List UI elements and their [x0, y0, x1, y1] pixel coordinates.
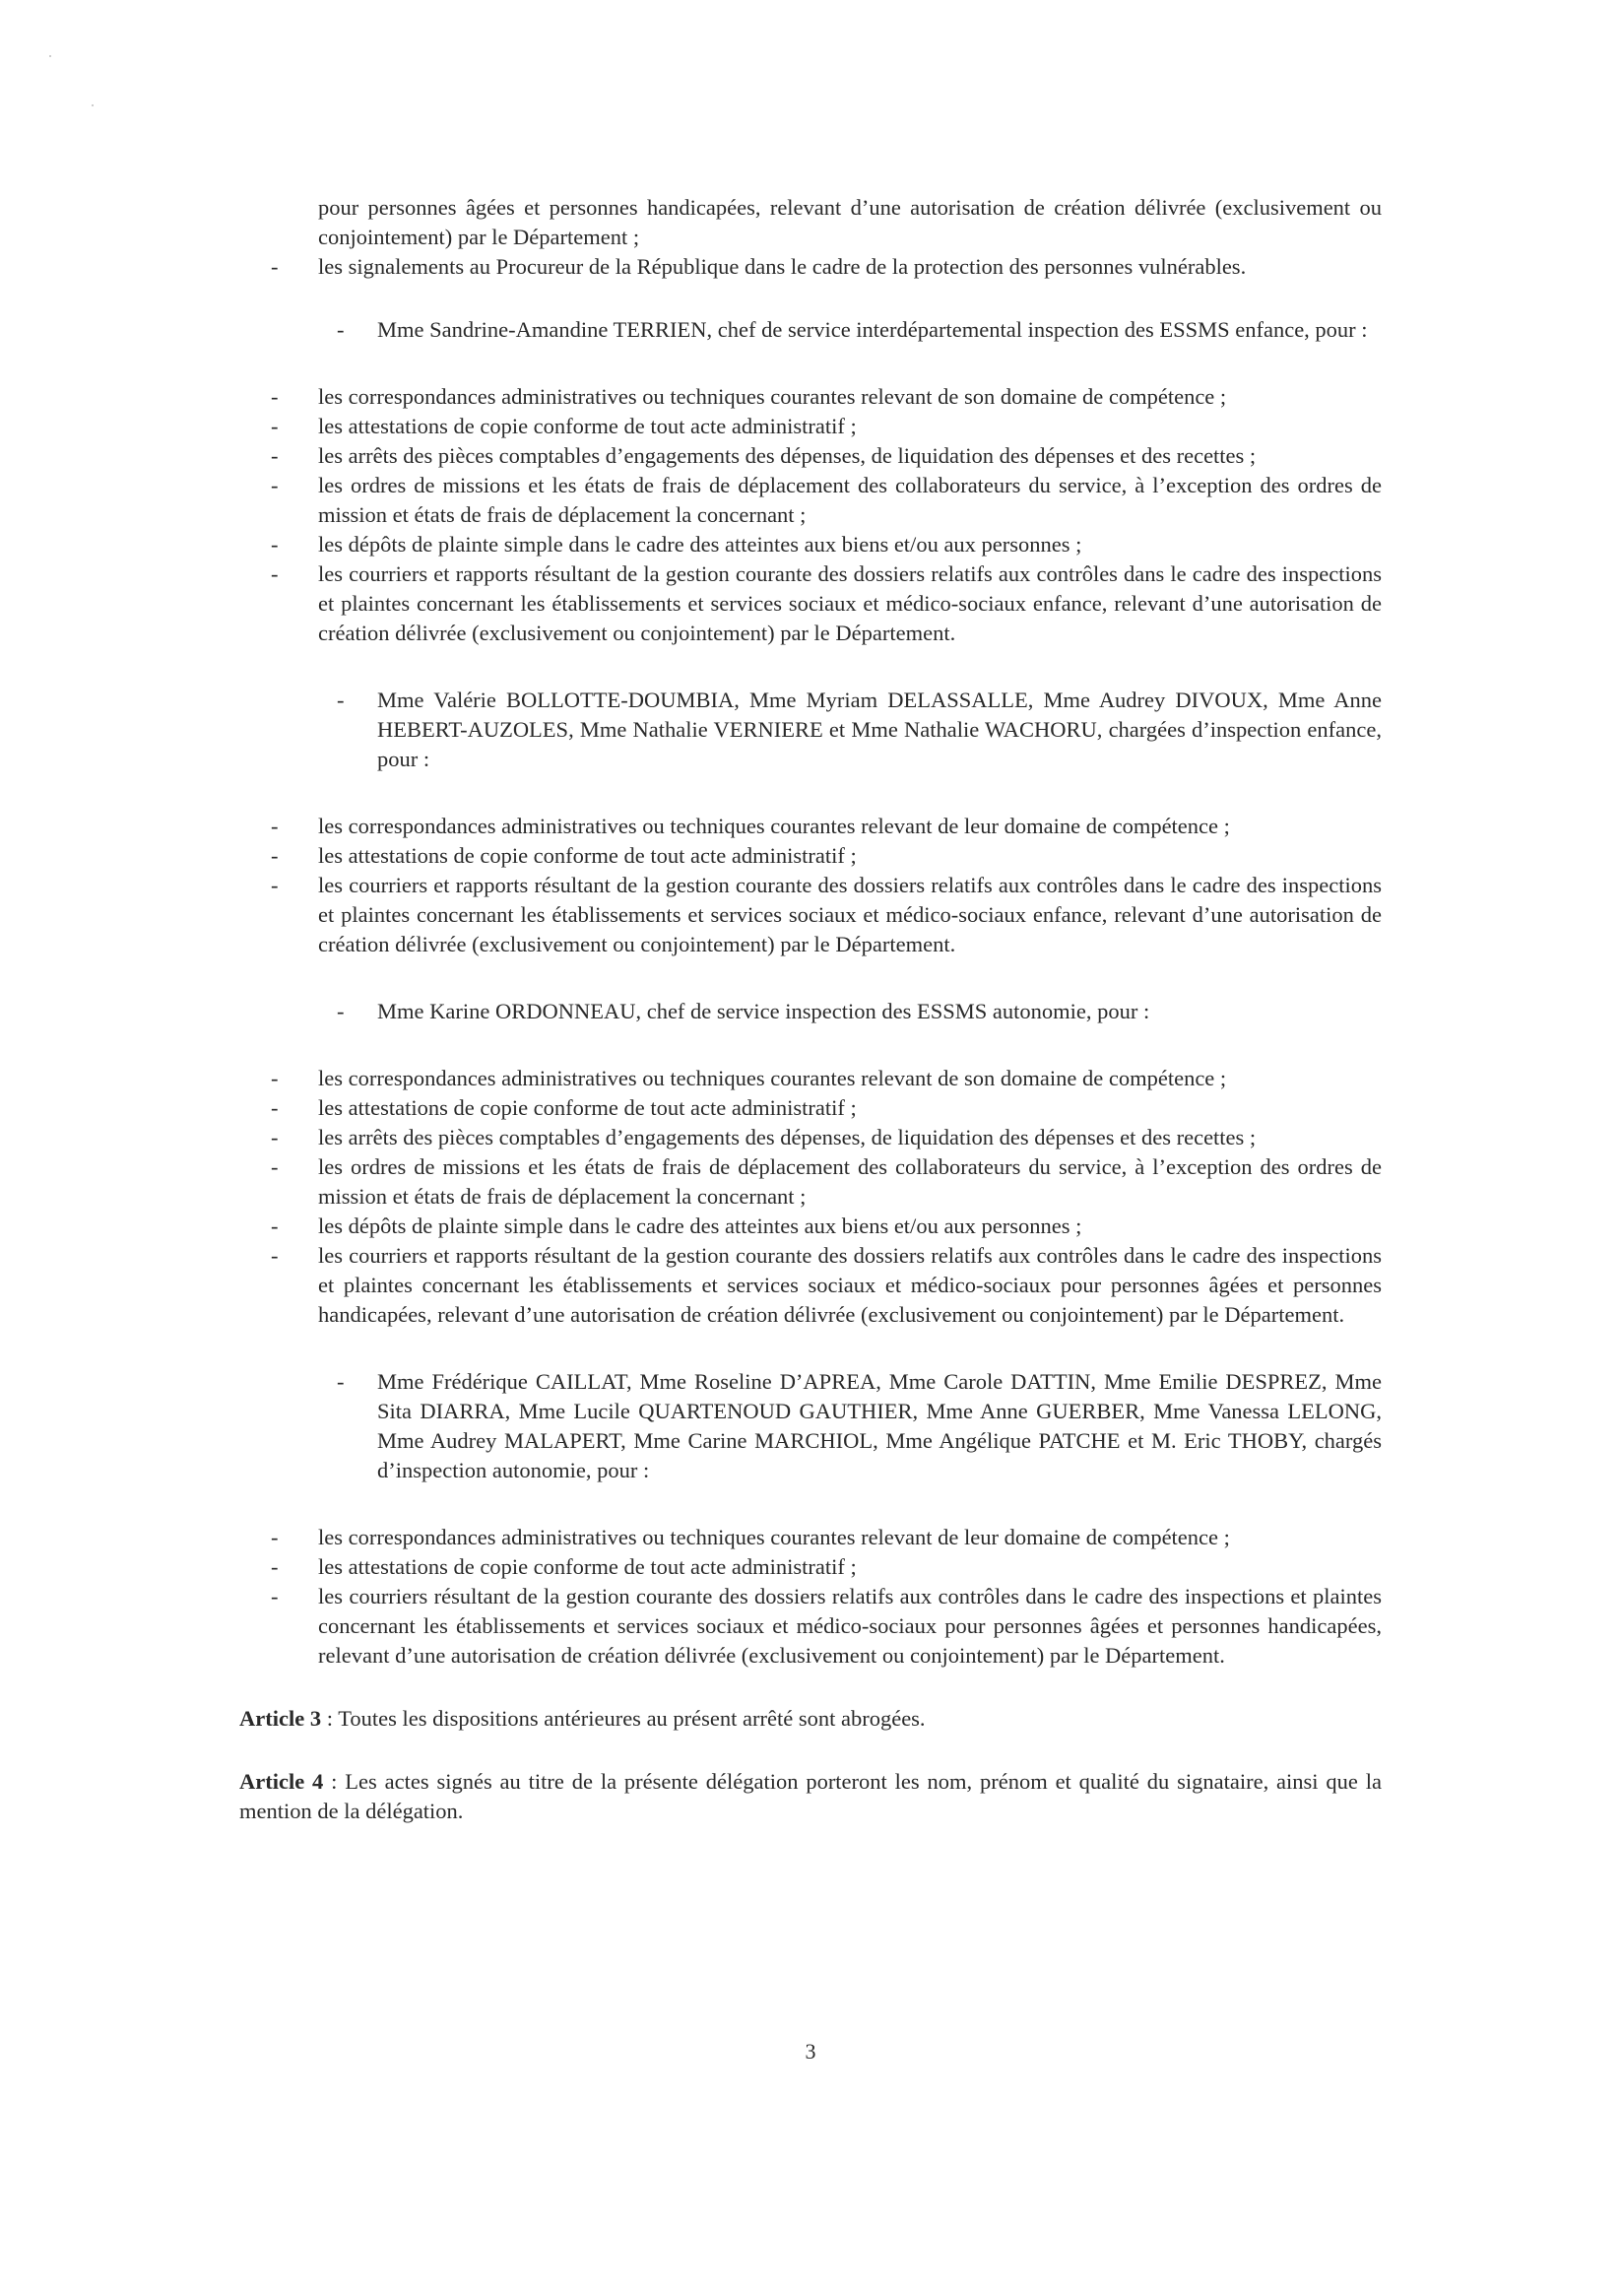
list-item-text: les courriers et rapports résultant de la gestion courante des dossiers relatifs aux contrôles dans le cadre des inspections et plaintes concernant les établissements et services sociaux et médico-sociaux pour personnes âgées et personnes handicapées, relevant d’une autorisation de création délivrée (exclusivement ou conjointement) par le Département. [318, 1243, 1382, 1327]
list-item-text: les correspondances administratives ou techniques courantes relevant de son domaine de compétence ; [318, 1066, 1227, 1090]
article-3 [239, 1704, 1382, 1734]
list-item-text: les correspondances administratives ou techniques courantes relevant de leur domaine de compétence ; [318, 1525, 1230, 1549]
spacer [239, 648, 1382, 686]
list-item-text: les courriers et rapports résultant de la gestion courante des dossiers relatifs aux contrôles dans le cadre des inspections et plaintes concernant les établissements et services sociaux et médico-sociaux enfance, relevant d’une autorisation de création délivrée (exclusivement ou conjointement) par le Département. [318, 873, 1382, 956]
scan-speck [92, 104, 94, 106]
spacer [239, 1485, 1382, 1523]
spacer [239, 282, 1382, 315]
dash-bullet: - [271, 561, 279, 586]
list-item [239, 559, 1382, 648]
list-item-text: les dépôts de plainte simple dans le cadre des atteintes aux biens et/ou aux personnes ; [318, 532, 1082, 557]
list-item [239, 252, 1382, 282]
dash-bullet: - [271, 1243, 279, 1268]
document-body [239, 193, 1382, 1826]
dash-bullet: - [337, 1369, 345, 1394]
spacer [239, 959, 1382, 997]
dash-bullet: - [271, 1125, 279, 1149]
delegate-heading [239, 315, 1382, 345]
list-item [239, 841, 1382, 871]
list-item-text: les arrêts des pièces comptables d’engagements des dépenses, de liquidation des dépenses et des recettes ; [318, 1125, 1257, 1149]
list-item [239, 1552, 1382, 1582]
list-item [239, 1093, 1382, 1123]
list-item [239, 382, 1382, 412]
spacer [239, 345, 1382, 382]
list-item-text: les attestations de copie conforme de tout acte administratif ; [318, 843, 857, 868]
dash-bullet: - [337, 688, 345, 712]
delegate-text: Mme Sandrine-Amandine TERRIEN, chef de service interdépartemental inspection des ESSMS enfance, pour : [377, 317, 1368, 342]
list-item [239, 1523, 1382, 1552]
dash-bullet: - [271, 1095, 279, 1120]
spacer [239, 1734, 1382, 1767]
list-item-text: les arrêts des pièces comptables d’engagements des dépenses, de liquidation des dépenses et des recettes ; [318, 443, 1257, 468]
dash-bullet: - [271, 532, 279, 557]
list-item [239, 412, 1382, 441]
list-item [239, 1123, 1382, 1152]
list-item-text: les ordres de missions et les états de frais de déplacement des collaborateurs du service, à l’exception des ordres de mission et états de frais de déplacement la concernant ; [318, 473, 1382, 527]
dash-bullet: - [271, 1154, 279, 1179]
dash-bullet: - [271, 473, 279, 497]
delegate-heading [239, 997, 1382, 1026]
list-item-text: les attestations de copie conforme de tout acte administratif ; [318, 1554, 857, 1579]
continued-paragraph: pour personnes âgées et personnes handicapées, relevant d’une autorisation de création délivrée (exclusivement ou conjointement) par le Département ; [318, 195, 1382, 249]
list-item-text: les attestations de copie conforme de tout acte administratif ; [318, 414, 857, 438]
scan-speck [49, 55, 51, 57]
spacer [239, 1330, 1382, 1367]
spacer [239, 774, 1382, 812]
list-item-text: les dépôts de plainte simple dans le cadre des atteintes aux biens et/ou aux personnes ; [318, 1214, 1082, 1238]
list-item-text: les courriers résultant de la gestion courante des dossiers relatifs aux contrôles dans le cadre des inspections et plaintes concernant les établissements et services sociaux et médico-sociaux pour personnes âgées et personnes handicapées, relevant d’une autorisation de création délivrée (exclusivement ou conjointement) par le Département. [318, 1584, 1382, 1668]
dash-bullet: - [271, 1554, 279, 1579]
list-item [239, 441, 1382, 471]
list-item [239, 812, 1382, 841]
list-item [239, 871, 1382, 959]
dash-bullet: - [271, 414, 279, 438]
list-item [239, 1212, 1382, 1241]
list-item-text: les attestations de copie conforme de tout acte administratif ; [318, 1095, 857, 1120]
dash-bullet: - [271, 814, 279, 838]
list-item [239, 1064, 1382, 1093]
article-4-text: : Les actes signés au titre de la présente délégation porteront les nom, prénom et qualité du signataire, ainsi que la mention de la délégation. [239, 1769, 1382, 1823]
dash-bullet: - [337, 999, 345, 1023]
dash-bullet: - [271, 1066, 279, 1090]
spacer [239, 1026, 1382, 1064]
list-item-text: les courriers et rapports résultant de la gestion courante des dossiers relatifs aux contrôles dans le cadre des inspections et plaintes concernant les établissements et services sociaux et médico-sociaux enfance, relevant d’une autorisation de création délivrée (exclusivement ou conjointement) par le Département. [318, 561, 1382, 645]
article-4 [239, 1767, 1382, 1826]
list-item-text: les ordres de missions et les états de frais de déplacement des collaborateurs du service, à l’exception des ordres de mission et états de frais de déplacement la concernant ; [318, 1154, 1382, 1209]
article-3-text: : Toutes les dispositions antérieures au présent arrêté sont abrogées. [321, 1706, 926, 1731]
list-item [239, 1241, 1382, 1330]
dash-bullet: - [271, 254, 279, 279]
dash-bullet: - [337, 317, 345, 342]
dash-bullet: - [271, 1584, 279, 1608]
article-3-label: Article 3 [239, 1706, 322, 1731]
dash-bullet: - [271, 443, 279, 468]
list-item-text: les correspondances administratives ou techniques courantes relevant de son domaine de compétence ; [318, 384, 1227, 409]
list-item [239, 530, 1382, 559]
list-item [239, 471, 1382, 530]
delegate-text: Mme Frédérique CAILLAT, Mme Roseline D’APREA, Mme Carole DATTIN, Mme Emilie DESPREZ, Mme Sita DIARRA, Mme Lucile QUARTENOUD GAUTHIER, Mme Anne GUERBER, Mme Vanessa LELONG, Mme Audrey MALAPERT, Mme Carine MARCHIOL, Mme Angélique PATCHE et M. Eric THOBY, chargés d’inspection autonomie, pour : [377, 1369, 1382, 1482]
delegate-heading [239, 1367, 1382, 1485]
delegate-heading [239, 686, 1382, 774]
list-item [239, 1152, 1382, 1212]
list-item [239, 1582, 1382, 1671]
delegate-text: Mme Valérie BOLLOTTE-DOUMBIA, Mme Myriam DELASSALLE, Mme Audrey DIVOUX, Mme Anne HEBERT-AUZOLES, Mme Nathalie VERNIERE et Mme Nathalie WACHORU, chargées d’inspection enfance, pour : [377, 688, 1382, 771]
article-4-label: Article 4 [239, 1769, 324, 1794]
spacer [239, 1671, 1382, 1704]
delegate-text: Mme Karine ORDONNEAU, chef de service inspection des ESSMS autonomie, pour : [377, 999, 1150, 1023]
dash-bullet: - [271, 843, 279, 868]
page-number: 3 [805, 2039, 816, 2064]
dash-bullet: - [271, 384, 279, 409]
list-item-text: les signalements au Procureur de la République dans le cadre de la protection des personnes vulnérables. [318, 254, 1247, 279]
dash-bullet: - [271, 873, 279, 897]
dash-bullet: - [271, 1525, 279, 1549]
dash-bullet: - [271, 1214, 279, 1238]
list-item-text: les correspondances administratives ou techniques courantes relevant de leur domaine de compétence ; [318, 814, 1230, 838]
